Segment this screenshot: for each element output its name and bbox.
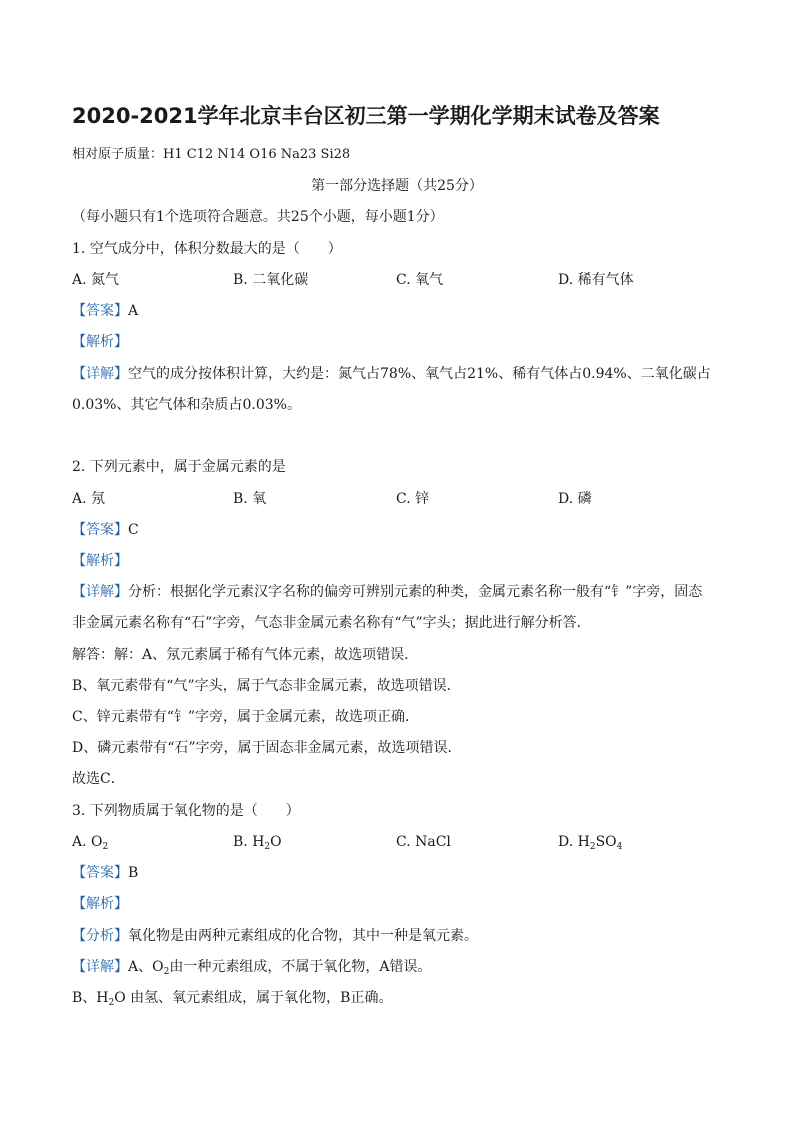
q3-answer-value: B (128, 865, 139, 881)
answer-label: 【答案】 (72, 522, 128, 538)
q1-option-c: C. 氧气 (396, 272, 444, 288)
fenxi-label: 【分析】 (72, 928, 128, 944)
q2-detail-text-1: 分析：根据化学元素汉字名称的偏旁可辨别元素的种类，金属元素名称一般有“钅”字旁，固态 (128, 584, 703, 600)
page-title: 2020-2021学年北京丰台区初三第一学期化学期末试卷及答案 (72, 104, 660, 128)
q2-stem: 2. 下列元素中，属于金属元素的是 (72, 459, 286, 475)
q3-analysis-label: 【解析】 (72, 896, 128, 912)
q1-detail-line-1 (72, 364, 711, 384)
q1-option-a: A. 氮气 (72, 272, 120, 288)
section-note: （每小题只有1个选项符合题意。共25个小题，每小题1分） (72, 209, 444, 225)
q2-detail-line-1 (72, 582, 702, 602)
q3-option-b: B. $H_2O$ (233, 834, 282, 852)
q1-detail-line-2: 0.03%、其它气体和杂质占0.03%。 (72, 397, 301, 413)
q3-fenxi-text: 氧化物是由两种元素组成的化合物，其中一种是氧元素。 (128, 928, 478, 944)
q1-answer-value: A (128, 303, 139, 319)
detail-label: 【详解】 (72, 366, 128, 382)
q2-answer (72, 520, 139, 540)
q2-detail-line-7: 故选C． (72, 771, 125, 787)
q3-option-a: A. $O_2$ (72, 834, 109, 852)
q3-detail-line-1: 【详解】A、$O_2$由一种元素组成，不属于氧化物，A错误。 (72, 959, 432, 977)
q3-answer (72, 863, 138, 883)
q1-answer (72, 301, 138, 321)
q2-option-c: C. 锌 (396, 491, 430, 507)
q3-detail-line-2: B、$H_2O$ 由氢、氧元素组成，属于氧化物，B正确。 (72, 990, 393, 1008)
q2-detail-line-3: 解答：解：A、氖元素属于稀有气体元素，故选项错误． (72, 647, 419, 663)
q2-option-b: B. 氧 (233, 491, 267, 507)
q1-detail-text-1: 空气的成分按体积计算，大约是：氮气占78%、氧气占21%、稀有气体占0.94%、二氧化碳占 (128, 366, 711, 382)
detail-label: 【详解】 (72, 584, 128, 600)
q3-option-c: C. NaCl (396, 834, 451, 850)
q3-stem: 3. 下列物质属于氧化物的是（ ） (72, 803, 300, 819)
q2-detail-line-5: C、锌元素带有“钅”字旁，属于金属元素，故选项正确． (72, 709, 420, 725)
q2-option-d: D. 磷 (558, 491, 592, 507)
q1-stem: 1. 空气成分中，体积分数最大的是（ ） (72, 241, 342, 257)
q2-detail-line-6: D、磷元素带有“石”字旁，属于固态非金属元素，故选项错误． (72, 740, 462, 756)
atomic-mass-line: 相对原子质量：H1 C12 N14 O16 Na23 Si28 (72, 147, 351, 162)
q2-answer-value: C (128, 522, 139, 538)
q2-detail-line-4: B、氧元素带有“气”字头，属于气态非金属元素，故选项错误． (72, 678, 461, 694)
q3-option-d: D. $H_2SO_4$ (558, 834, 623, 852)
q2-option-a: A. 氖 (72, 491, 106, 507)
q2-detail-line-2: 非金属元素名称有“石”字旁，气态非金属元素名称有“气”字头；据此进行解分析答． (72, 615, 591, 631)
q1-option-d: D. 稀有气体 (558, 272, 634, 288)
q1-analysis-label: 【解析】 (72, 334, 128, 350)
answer-label: 【答案】 (72, 303, 128, 319)
q2-analysis-label: 【解析】 (72, 553, 128, 569)
q1-option-b: B. 二氧化碳 (233, 272, 309, 288)
answer-label: 【答案】 (72, 865, 128, 881)
q3-fenxi-line (72, 926, 478, 946)
detail-label: 【详解】 (72, 959, 128, 975)
section-heading: 第一部分选择题（共25分） (311, 178, 483, 194)
